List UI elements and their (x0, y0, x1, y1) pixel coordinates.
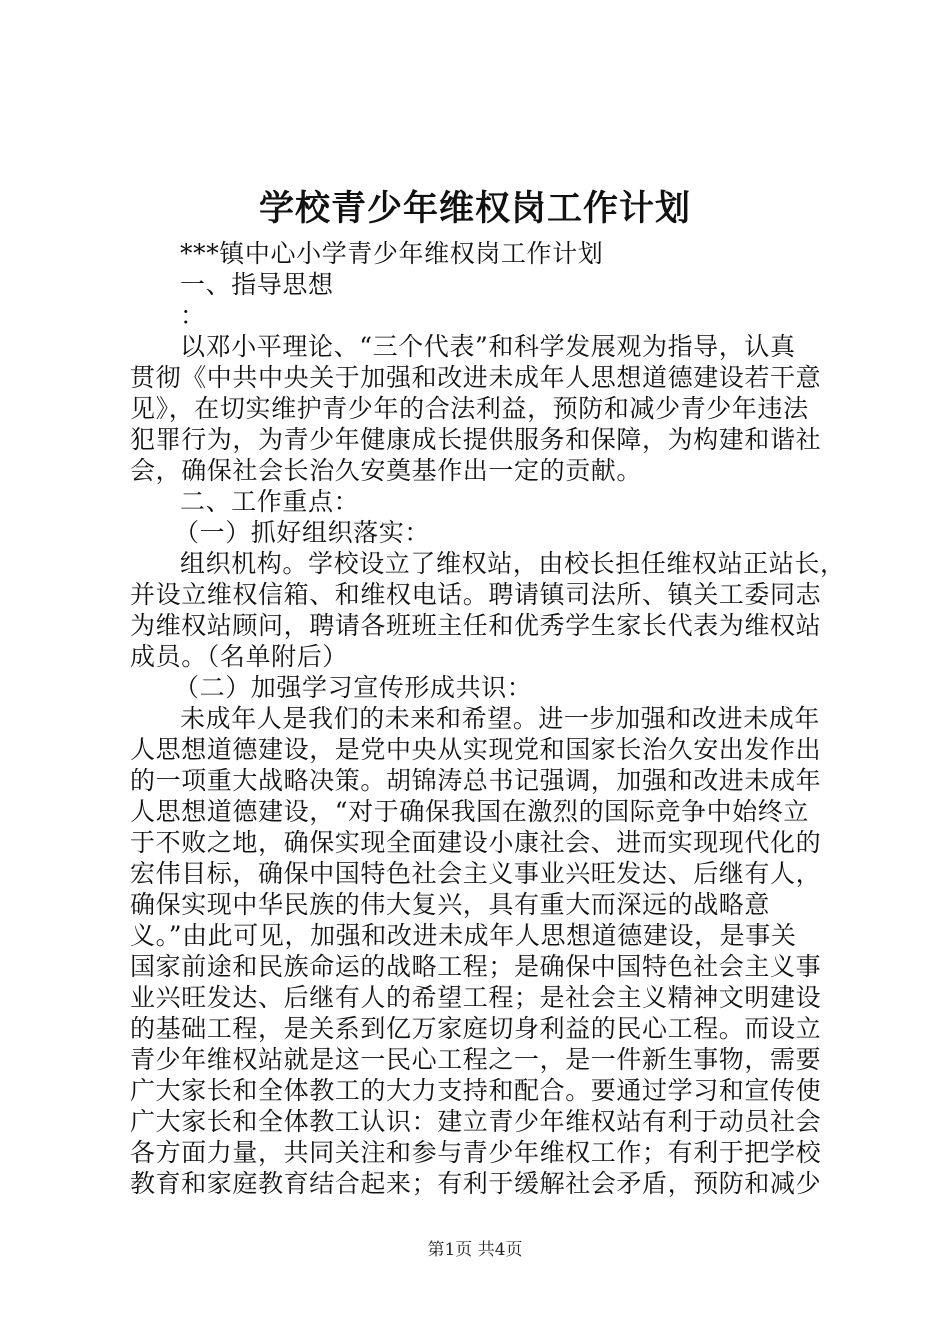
text-line: 的一项重大战略决策。胡锦涛总书记强调，加强和改进未成年 (130, 766, 822, 795)
text-line: 以邓小平理论、“三个代表”和科学发展观为指导，认真 (180, 332, 796, 361)
text-line: 组织机构。学校设立了维权站，由校长担任维权站正站长， (180, 549, 846, 578)
document-title: 学校青少年维权岗工作计划 (258, 188, 691, 229)
text-line: 人思想道德建设，“对于确保我国在激烈的国际竞争中始终立 (130, 797, 809, 826)
text-line: 各方面力量，共同关注和参与青少年维权工作；有利于把学校 (130, 1138, 822, 1167)
text-line: 见》，在切实维护青少年的合法利益，预防和减少青少年违法 (130, 394, 809, 423)
text-line: （一）抓好组织落实： (174, 518, 431, 547)
text-line: 教育和家庭教育结合起来；有利于缓解社会矛盾，预防和减少 (130, 1169, 822, 1198)
text-line: 青少年维权站就是这一民心工程之一，是一件新生事物，需要 (130, 1045, 822, 1074)
text-line: 广大家长和全体教工的大力支持和配合。要通过学习和宣传使 (130, 1076, 822, 1105)
text-line: 犯罪行为，为青少年健康成长提供服务和保障，为构建和谐社 (130, 425, 822, 454)
text-line: 贯彻《中共中央关于加强和改进未成年人思想道德建设若干意 (130, 363, 822, 392)
text-line: 一、指导思想 (180, 270, 334, 299)
text-line: 确保实现中华民族的伟大复兴，具有重大而深远的战略意 (130, 890, 771, 919)
text-line: （二）加强学习宣传形成共识： (174, 673, 533, 702)
text-line: 的基础工程，是关系到亿万家庭切身利益的民心工程。而设立 (130, 1014, 822, 1043)
text-line: 成员。（名单附后） (130, 642, 348, 671)
text-line: 会，确保社会长治久安奠基作出一定的贡献。 (130, 456, 643, 485)
text-line: 于不败之地，确保实现全面建设小康社会、进而实现现代化的 (130, 828, 822, 857)
text-line: 二、工作重点： (180, 487, 360, 516)
text-line: 人思想道德建设，是党中央从实现党和国家长治久安出发作出 (130, 735, 822, 764)
text-line: 并设立维权信箱、和维权电话。聘请镇司法所、镇关工委同志 (130, 580, 822, 609)
document-body (130, 238, 846, 1199)
text-line: 业兴旺发达、后继有人的希望工程；是社会主义精神文明建设 (130, 983, 822, 1012)
text-line: 为维权站顾问，聘请各班班主任和优秀学生家长代表为维权站 (130, 611, 822, 640)
text-line: 义。”由此可见，加强和改进未成年人思想道德建设，是事关 (130, 921, 797, 950)
text-line: 未成年人是我们的未来和希望。进一步加强和改进未成年 (180, 704, 821, 733)
text-line: ***镇中心小学青少年维权岗工作计划 (180, 239, 604, 268)
page-footer: 第1页 共4页 (427, 1240, 523, 1260)
text-line: 宏伟目标，确保中国特色社会主义事业兴旺发达、后继有人， (130, 859, 822, 888)
text-line: 国家前途和民族命运的战略工程；是确保中国特色社会主义事 (130, 952, 822, 981)
text-line: 广大家长和全体教工认识：建立青少年维权站有利于动员社会 (130, 1107, 822, 1136)
text-line: ： (180, 301, 206, 330)
